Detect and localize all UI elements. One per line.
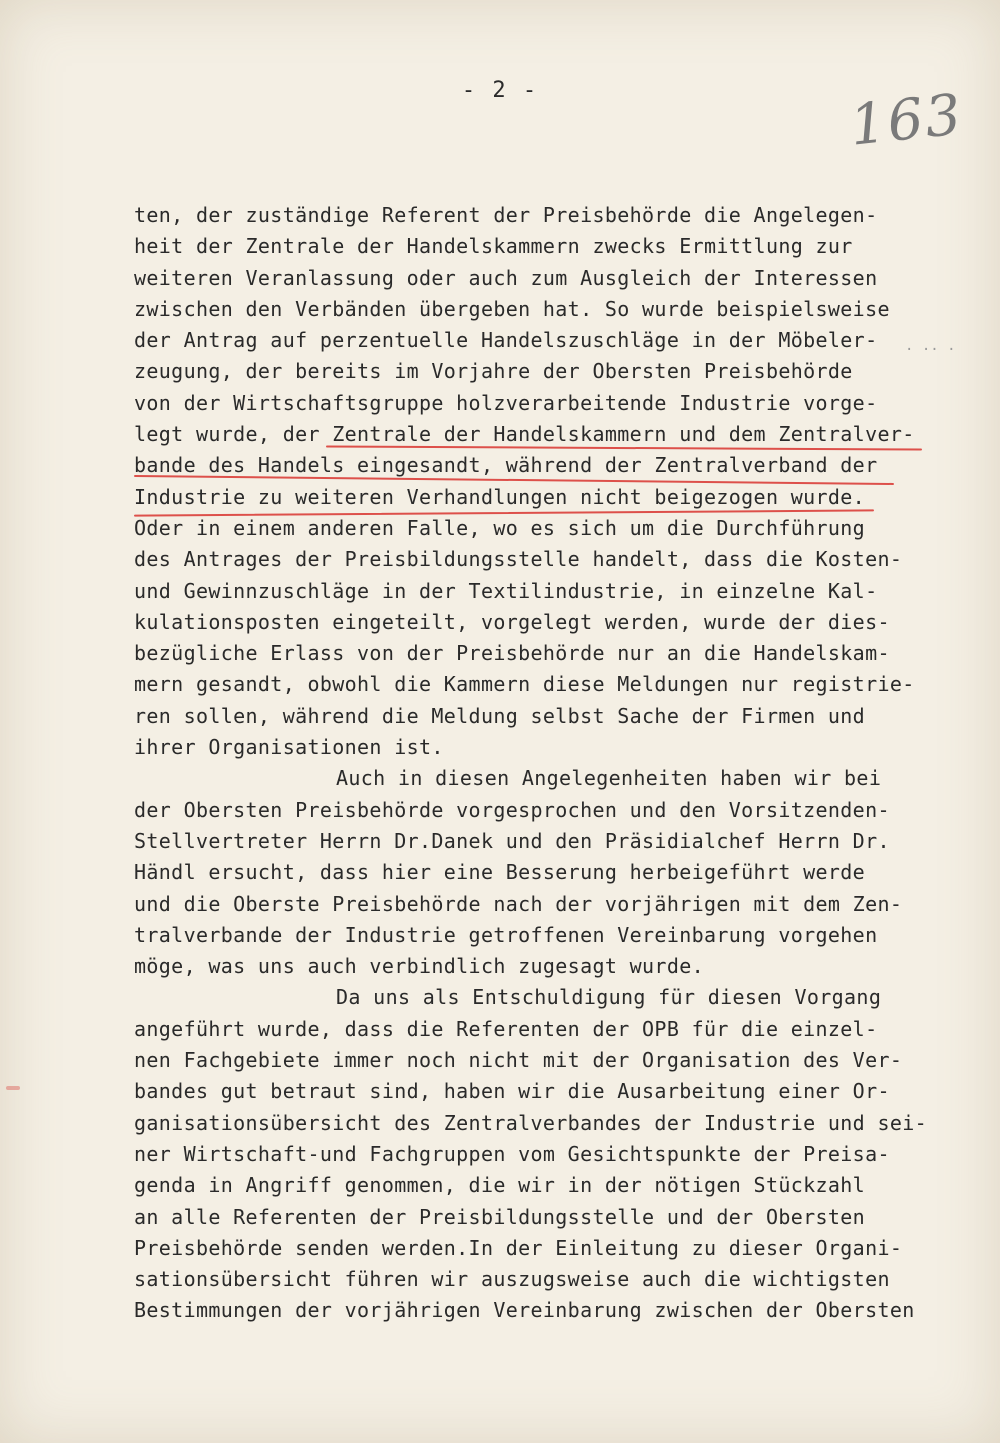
text-line: zeugung, der bereits im Vorjahre der Obersten Preisbehörde: [134, 359, 853, 384]
text-line: Da uns als Entschuldigung für diesen Vorgang: [336, 985, 882, 1010]
text-line: Stellvertreter Herrn Dr.Danek und den Präsidialchef Herrn Dr.: [134, 828, 890, 853]
handwritten-folio-number: 163: [846, 82, 966, 159]
text-line: nen Fachgebiete immer noch nicht mit der Organisation des Ver-: [134, 1048, 903, 1073]
margin-specks: . .. .: [905, 338, 956, 354]
text-line: Bestimmungen der vorjährigen Vereinbarung zwischen der Obersten: [134, 1298, 915, 1323]
text-line: ganisationsübersicht des Zentralverbandes der Industrie und sei-: [134, 1110, 928, 1135]
text-line: ren sollen, während die Meldung selbst Sache der Firmen und: [134, 703, 866, 728]
text-line: ner Wirtschaft-und Fachgruppen vom Gesichtspunkte der Preisa-: [134, 1141, 890, 1166]
text-line: von der Wirtschaftsgruppe holzverarbeitende Industrie vorge-: [134, 390, 878, 415]
text-line: legt wurde, der Zentrale der Handelskammern und dem Zentralver-: [134, 422, 915, 447]
text-line: heit der Zentrale der Handelskammern zwecks Ermittlung zur: [134, 234, 853, 259]
body-text: [134, 200, 934, 1327]
text-line: der Obersten Preisbehörde vorgesprochen und den Vorsitzenden-: [134, 797, 890, 822]
text-line: ihrer Organisationen ist.: [134, 735, 444, 760]
text-line: zwischen den Verbänden übergeben hat. So wurde beispielsweise: [134, 296, 890, 321]
text-line: bandes gut betraut sind, haben wir die Ausarbeitung einer Or-: [134, 1079, 890, 1104]
text-line: Händl ersucht, dass hier eine Besserung herbeigeführt werde: [134, 860, 866, 885]
text-line: Auch in diesen Angelegenheiten haben wir bei: [336, 766, 882, 791]
text-line: genda in Angriff genommen, die wir in der nötigen Stückzahl: [134, 1173, 866, 1198]
text-line: der Antrag auf perzentuelle Handelszuschläge in der Möbeler-: [134, 328, 878, 353]
page-number: - 2 -: [461, 78, 539, 103]
text-line: bezügliche Erlass von der Preisbehörde nur an die Handelskam-: [134, 641, 890, 666]
text-line: angeführt wurde, dass die Referenten der OPB für die einzel-: [134, 1016, 878, 1041]
text-line: Oder in einem anderen Falle, wo es sich um die Durchführung: [134, 515, 866, 540]
text-line: tralverbande der Industrie getroffenen Vereinbarung vorgehen: [134, 922, 878, 947]
text-line: Preisbehörde senden werden.In der Einleitung zu dieser Organi-: [134, 1235, 903, 1260]
text-line: und die Oberste Preisbehörde nach der vorjährigen mit dem Zen-: [134, 891, 903, 916]
text-line: des Antrages der Preisbildungsstelle handelt, dass die Kosten-: [134, 547, 903, 572]
text-line: sationsübersicht führen wir auszugsweise auch die wichtigsten: [134, 1267, 890, 1292]
text-line: kulationsposten eingeteilt, vorgelegt werden, wurde der dies-: [134, 609, 890, 634]
text-line: bande des Handels eingesandt, während der Zentralverband der: [134, 453, 878, 478]
red-margin-mark: [6, 1086, 20, 1090]
text-line: und Gewinnzuschläge in der Textilindustrie, in einzelne Kal-: [134, 578, 878, 603]
text-line: mern gesandt, obwohl die Kammern diese Meldungen nur registrie-: [134, 672, 915, 697]
text-line: Industrie zu weiteren Verhandlungen nicht beigezogen wurde.: [134, 484, 866, 509]
text-line: möge, was uns auch verbindlich zugesagt wurde.: [134, 954, 704, 979]
text-line: ten, der zuständige Referent der Preisbehörde die Angelegen-: [134, 203, 878, 227]
text-line: weiteren Veranlassung oder auch zum Ausgleich der Interessen: [134, 265, 878, 290]
text-line: an alle Referenten der Preisbildungsstelle und der Obersten: [134, 1204, 866, 1229]
